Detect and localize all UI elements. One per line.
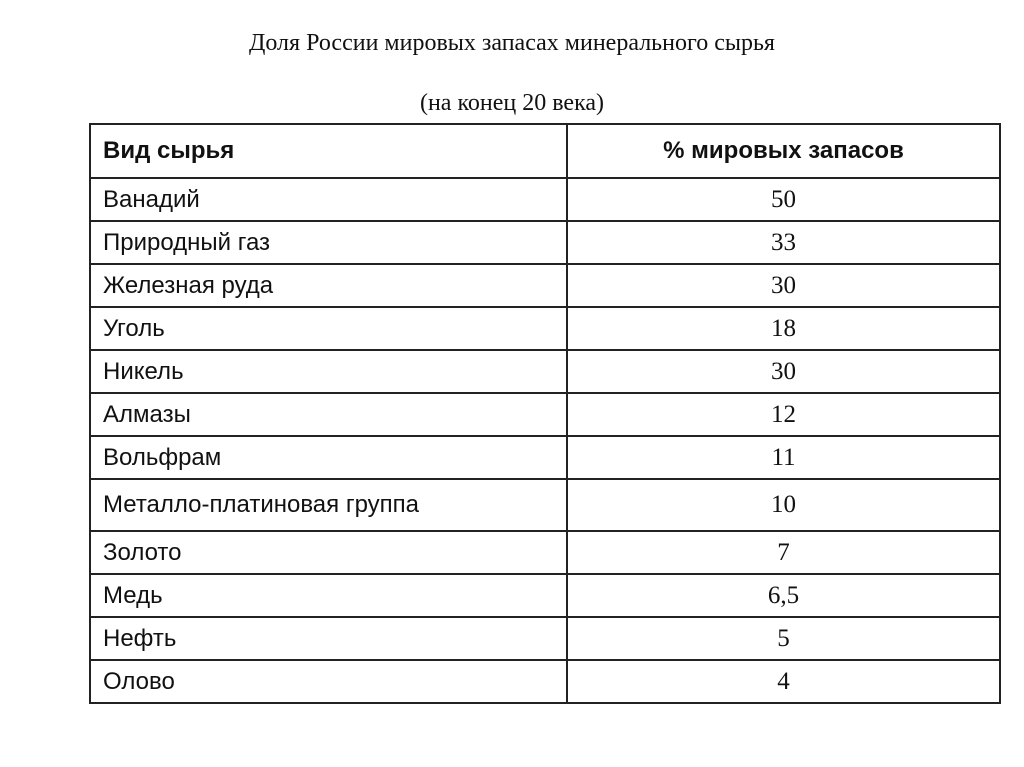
reserves-table bbox=[89, 123, 1001, 704]
table-row bbox=[90, 660, 1000, 703]
table-row bbox=[90, 479, 1000, 531]
reserve-percent: 12 bbox=[567, 393, 1000, 436]
reserve-percent: 10 bbox=[567, 479, 1000, 531]
reserve-percent: 33 bbox=[567, 221, 1000, 264]
reserve-percent: 18 bbox=[567, 307, 1000, 350]
table-row bbox=[90, 307, 1000, 350]
table-header-row bbox=[90, 124, 1000, 178]
page-subtitle: (на конец 20 века) bbox=[419, 90, 605, 116]
table-row bbox=[90, 350, 1000, 393]
column-header-material: Вид сырья bbox=[90, 124, 567, 178]
material-name: Железная руда bbox=[90, 264, 567, 307]
material-name: Золото bbox=[90, 531, 567, 574]
material-name: Природный газ bbox=[90, 221, 567, 264]
page-title: Доля России мировых запасах минерального сырья bbox=[249, 30, 775, 56]
reserve-percent: 5 bbox=[567, 617, 1000, 660]
reserve-percent: 30 bbox=[567, 350, 1000, 393]
column-header-percent: % мировых запасов bbox=[567, 124, 1000, 178]
material-name: Уголь bbox=[90, 307, 567, 350]
reserve-percent: 50 bbox=[567, 178, 1000, 221]
material-name: Медь bbox=[90, 574, 567, 617]
reserve-percent: 30 bbox=[567, 264, 1000, 307]
material-name: Вольфрам bbox=[90, 436, 567, 479]
material-name: Ванадий bbox=[90, 178, 567, 221]
material-name: Алмазы bbox=[90, 393, 567, 436]
reserve-percent: 11 bbox=[567, 436, 1000, 479]
material-name: Никель bbox=[90, 350, 567, 393]
table-row bbox=[90, 264, 1000, 307]
table-row bbox=[90, 393, 1000, 436]
table-row bbox=[90, 178, 1000, 221]
table-row bbox=[90, 531, 1000, 574]
reserve-percent: 7 bbox=[567, 531, 1000, 574]
table-row bbox=[90, 221, 1000, 264]
material-name: Нефть bbox=[90, 617, 567, 660]
reserve-percent: 4 bbox=[567, 660, 1000, 703]
table-row bbox=[90, 617, 1000, 660]
material-name: Металло-платиновая группа bbox=[90, 479, 567, 531]
reserves-table-container bbox=[89, 123, 999, 704]
reserve-percent: 6,5 bbox=[567, 574, 1000, 617]
material-name: Олово bbox=[90, 660, 567, 703]
table-row bbox=[90, 574, 1000, 617]
table-row bbox=[90, 436, 1000, 479]
